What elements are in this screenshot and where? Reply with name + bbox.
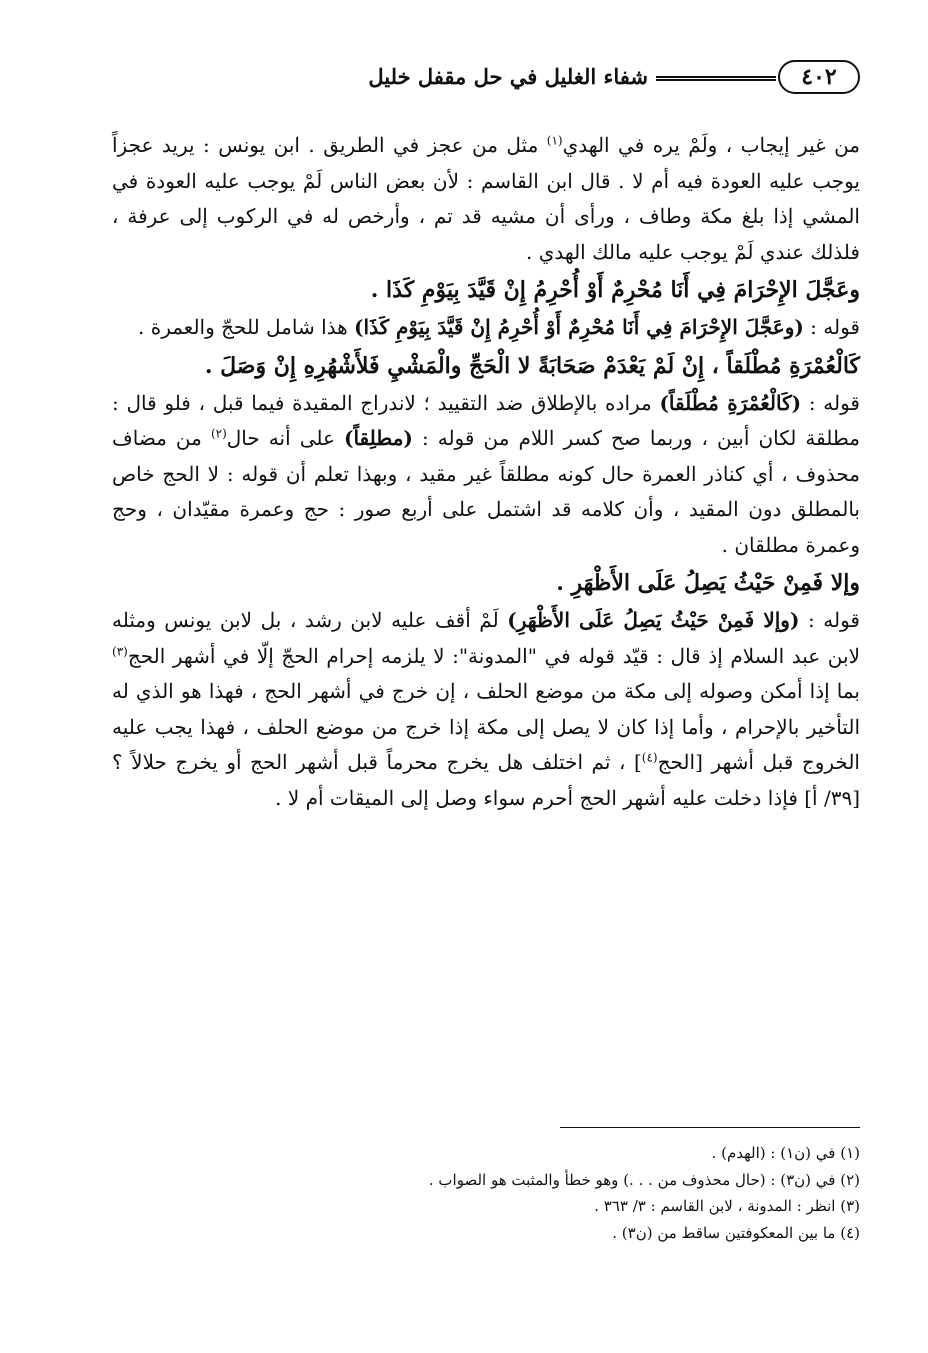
quoted-text: (مطلِقاً) bbox=[344, 426, 413, 450]
main-text bbox=[112, 128, 860, 816]
commentary-paragraph bbox=[112, 603, 860, 816]
text-run: لَمْ أقف عليه لابن رشد ، بل لابن يونس ومثله لابن عبد السلام إذ قال : قيّد قوله في "المدونة": لا يلزمه إحرام الحجّ إلّا في أشهر الحج bbox=[112, 608, 860, 668]
text-run: بما إذا أمكن وصوله إلى مكة من موضع الحلف ، إن خرج في أشهر الحج ، فهذا هو الذي له التأخير بالإحرام ، وأما إذا كان لا يصل إلى مكة إذا خرج من موضع الحلف ، فهذا يجب عليه الخروج قبل أشهر [الحج bbox=[112, 679, 860, 774]
text-run: هذا شامل للحجّ والعمرة . bbox=[138, 315, 355, 339]
footnote-marker: (٤) bbox=[641, 750, 658, 765]
footnote-divider bbox=[560, 1127, 860, 1128]
quoted-text: (وعَجَّلَ الإِحْرَامَ فِي أَنَا مُحْرِمٌ أَوْ أُحْرِمُ إِنْ قَيَّدَ بِيَوْمِ كَذَا) bbox=[354, 315, 804, 339]
page-header bbox=[90, 56, 860, 100]
quoted-text: (وإلا فَمِنْ حَيْثُ يَصِلُ عَلَى الأَظْهَرِ) bbox=[507, 608, 800, 632]
quoted-text: (كَالْعُمْرَةِ مُطْلَقاً) bbox=[659, 390, 802, 415]
text-run: قوله : bbox=[801, 390, 860, 415]
footnote-marker: (٣) bbox=[112, 643, 128, 658]
commentary-paragraph bbox=[112, 386, 860, 564]
matn-line bbox=[112, 564, 860, 602]
footnote-item: (١) في (ن١) : (الهدم) . bbox=[711, 1144, 860, 1162]
footnotes bbox=[100, 1140, 860, 1246]
text-run: قوله : bbox=[799, 608, 860, 632]
text-run: من غير إيجاب ، ولَمْ يره في الهدي bbox=[562, 133, 861, 157]
text-run: ] ، ثم اختلف هل يخرج محرماً قبل أشهر الحج أو يخرج حلالاً ؟ [٣٩/ أ] فإذا دخلت عليه أشهر الحج أحرم سواء وصل إلى الميقات أم لا . bbox=[112, 750, 860, 810]
quoted-text: وإلا فَمِنْ حَيْثُ يَصِلُ عَلَى الأَظْهَرِ . bbox=[556, 570, 860, 596]
footnote-item: (٢) في (ن٣) : (حال محذوف من . . .) وهو خطأ والمثبت هو الصواب . bbox=[428, 1170, 860, 1189]
quoted-text: كَالْعُمْرَةِ مُطْلَقاً ، إِنْ لَمْ يَعْدَمْ صَحَابَةً لا الْحَجِّ والْمَشْيِ فَلأَشْهُرِهِ إِنْ وَصَلَ . bbox=[204, 352, 860, 379]
footnote-item: (٣) انظر : المدونة ، لابن القاسم : ٣/ ٣٦٣ . bbox=[594, 1197, 860, 1215]
header-divider bbox=[656, 76, 776, 81]
matn-line bbox=[112, 271, 860, 309]
footnote-marker: (٢) bbox=[210, 426, 227, 441]
text-run: على أنه حال bbox=[226, 426, 344, 450]
quoted-text: وعَجَّلَ الإِحْرَامَ فِي أَنَا مُحْرِمٌ أَوْ أُحْرِمُ إِنْ قَيَّدَ بِيَوْمِ كَذَا . bbox=[370, 277, 860, 303]
book-title: شفاء الغليل في حل مقفل خليل bbox=[368, 64, 648, 89]
footnote-item: (٤) ما بين المعكوفتين ساقط من (ن٣) . bbox=[612, 1223, 860, 1242]
text-run: مثل من عجز في الطريق . ابن يونس : يريد عجزاً يوجب عليه العودة فيه أم لا . قال ابن القاسم : لأن بعض الناس لَمْ يوجب عليه العودة في المشي إذا بلغ مكة وطاف ، ورأى أن مشيه قد تم ، وأرخص له في الركوب إلى عرفة ، فلذلك عندي لَمْ يوجب عليه مالك الهدي . bbox=[112, 133, 860, 264]
text-run: قوله : bbox=[803, 315, 860, 339]
footnote-marker: (١) bbox=[546, 133, 563, 148]
commentary-paragraph bbox=[112, 310, 860, 346]
commentary-paragraph bbox=[112, 128, 860, 270]
page-number: ٤٠٢ bbox=[778, 60, 860, 94]
text-run: من مضاف محذوف ، أي كناذر العمرة حال كونه مطلقاً غير مقيد ، وبهذا تعلم أن قوله : لا الحج خاص بالمطلق دون المقيد ، وأن كلامه قد اشتمل على أربع صور : حج وعمرة مقيّدان ، وحج وعمرة مطلقان . bbox=[112, 426, 860, 557]
text-run: مراده بالإطلاق ضد التقييد ؛ لاندراج المقيدة فيما قبل ، فلو قال : مطلقة لكان أبين ، وربما صح كسر اللام من قوله : bbox=[112, 390, 861, 450]
matn-line bbox=[112, 347, 860, 385]
